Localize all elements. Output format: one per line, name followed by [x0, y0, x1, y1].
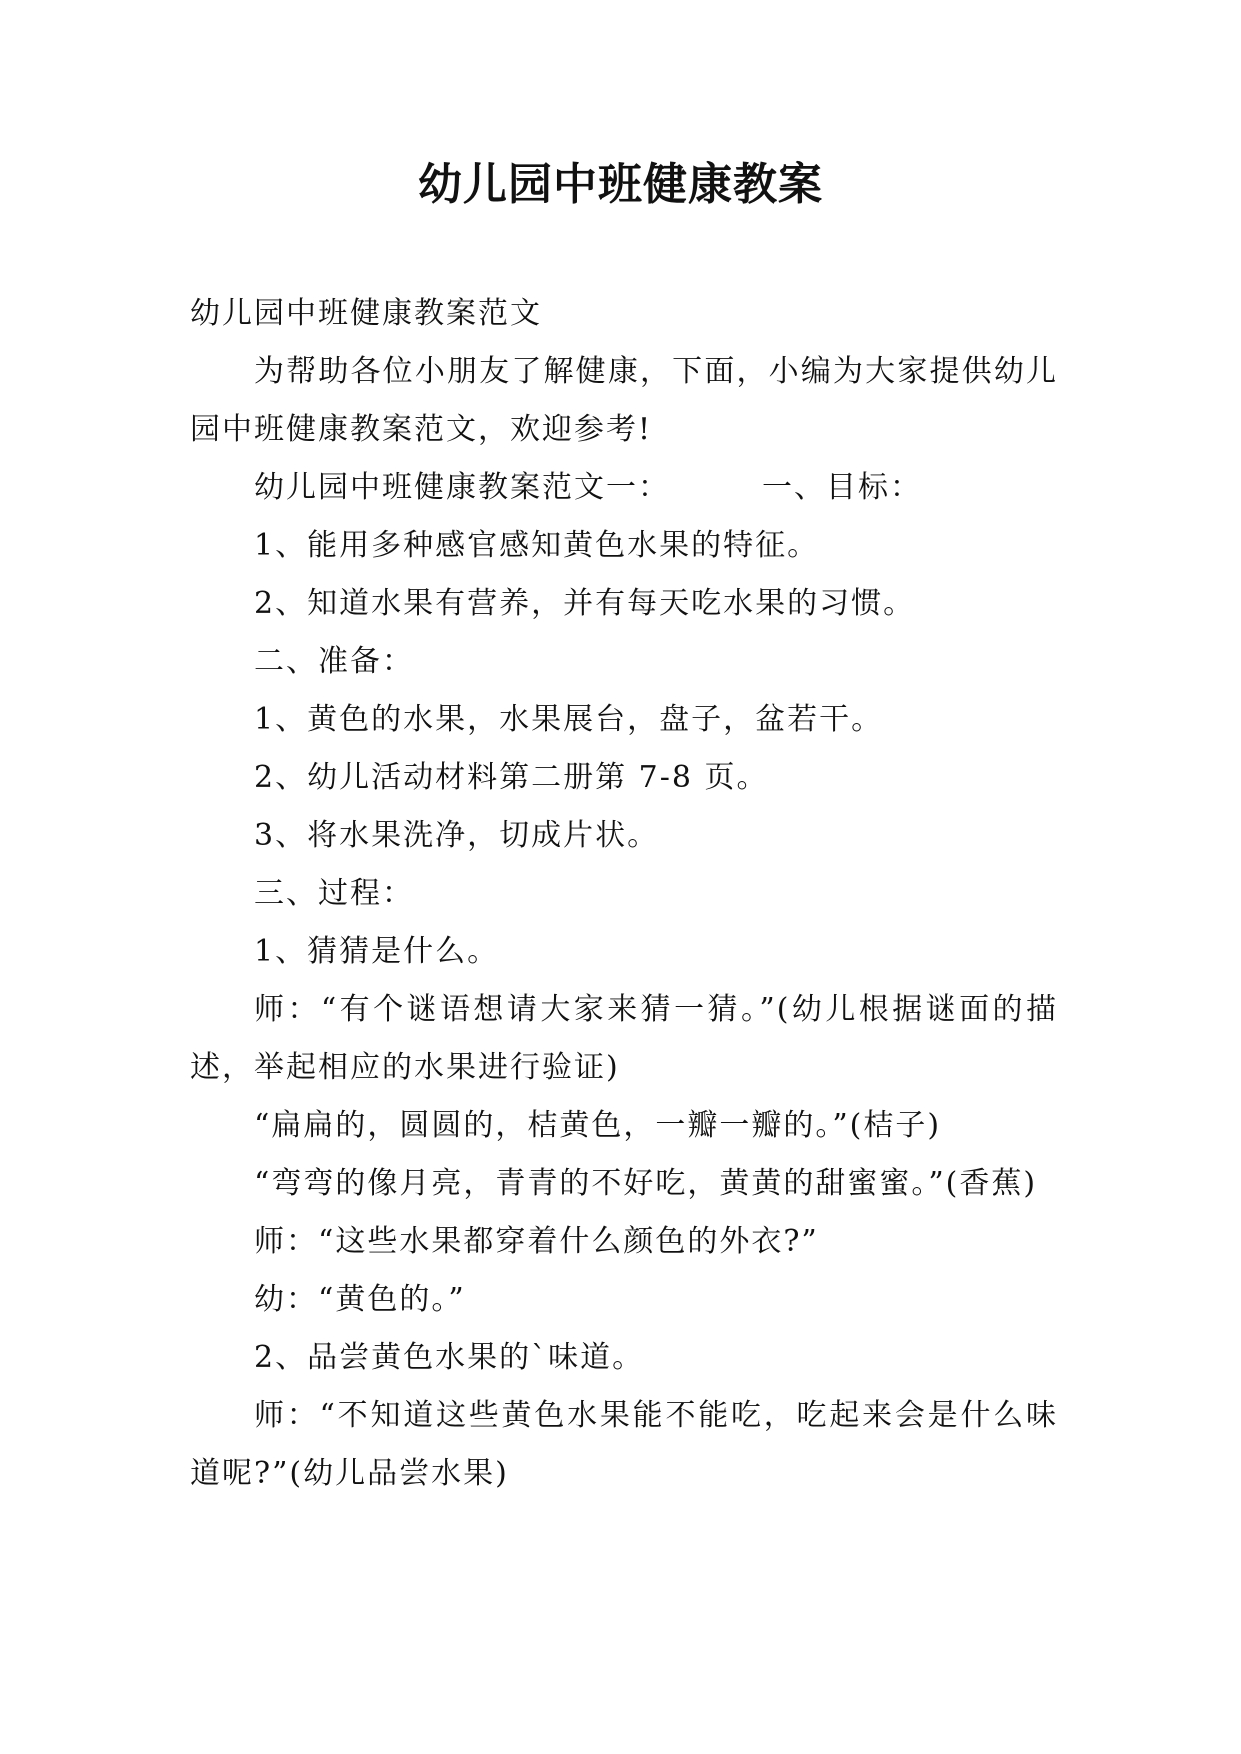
riddle-line-2: “弯弯的像月亮，青青的不好吃，黄黄的甜蜜蜜。”(香蕉) — [254, 1166, 1038, 1201]
subtitle: 幼儿园中班健康教案范文 — [190, 296, 542, 331]
preparation-item-3: 3、将水果洗净，切成片状。 — [254, 818, 660, 853]
preparation-heading: 二、准备： — [254, 644, 414, 679]
process-step-2: 2、品尝黄色水果的`味道。 — [254, 1340, 645, 1375]
child-line-1: 幼：“黄色的。” — [254, 1282, 466, 1317]
process-heading: 三、过程： — [254, 876, 414, 911]
riddle-line-1: “扁扁的，圆圆的，桔黄色，一瓣一瓣的。”(桔子) — [254, 1108, 942, 1143]
goal-item-1: 1、能用多种感官感知黄色水果的特征。 — [254, 528, 820, 563]
preparation-item-2: 2、幼儿活动材料第二册第 7-8 页。 — [254, 760, 769, 795]
goal-item-2: 2、知道水果有营养，并有每天吃水果的习惯。 — [254, 586, 916, 621]
document-body — [190, 285, 1058, 1503]
preparation-item-1: 1、黄色的水果，水果展台，盘子，盆若干。 — [254, 702, 884, 737]
intro-paragraph: 为帮助各位小朋友了解健康，下面，小编为大家提供幼儿园中班健康教案范文，欢迎参考! — [190, 354, 1058, 447]
teacher-line-2: 师：“这些水果都穿着什么颜色的外衣?” — [254, 1224, 819, 1259]
teacher-line-1: 师：“有个谜语想请大家来猜一猜。”(幼儿根据谜面的描述，举起相应的水果进行验证) — [190, 992, 1058, 1085]
document-title: 幼儿园中班健康教案 — [418, 159, 823, 210]
teacher-line-3: 师：“不知道这些黄色水果能不能吃，吃起来会是什么味道呢?”(幼儿品尝水果) — [190, 1398, 1058, 1491]
section-heading-title: 幼儿园中班健康教案范文一： — [254, 470, 670, 505]
process-step-1: 1、猜猜是什么。 — [254, 934, 500, 969]
goals-heading: 一、目标： — [762, 470, 922, 505]
section-heading — [190, 459, 1058, 517]
